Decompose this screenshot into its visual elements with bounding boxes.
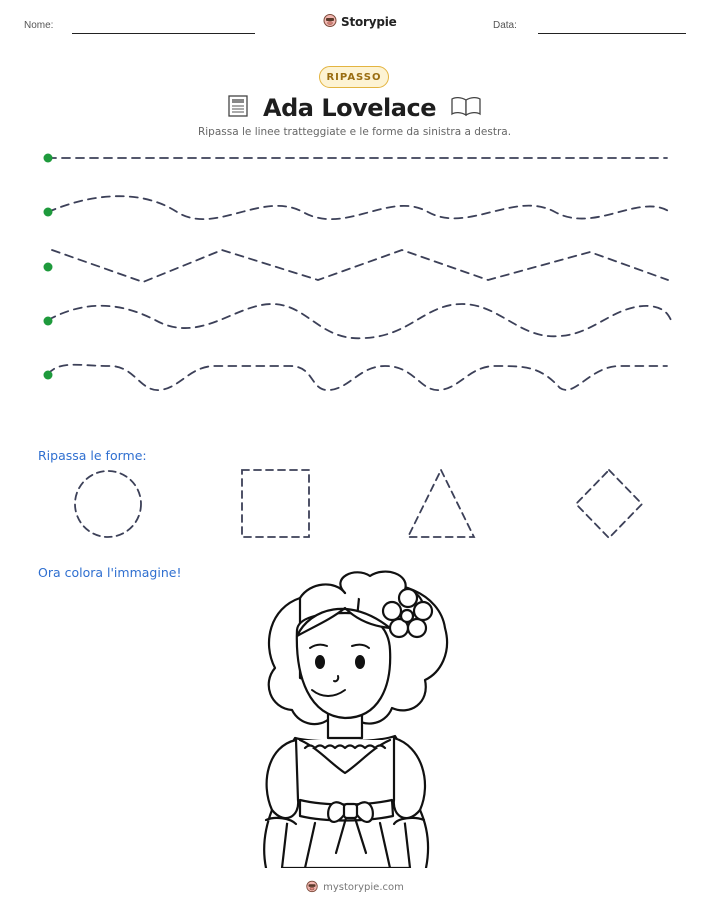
page-title: Ada Lovelace (263, 94, 436, 122)
tracing-line-wave (48, 196, 670, 219)
open-book-icon (450, 95, 482, 121)
pig-mascot-icon (305, 879, 319, 896)
review-badge: RIPASSO (319, 66, 389, 88)
coloring-label: Ora colora l'immagine! (38, 565, 182, 580)
start-dot (44, 371, 53, 380)
footer-url[interactable]: mystorypie.com (323, 882, 404, 893)
tracing-shape-square (242, 470, 309, 537)
brand-name: Storypie (341, 15, 397, 29)
instructions: Ripassa le linee tratteggiate e le forme da sinistra a destra. (197, 126, 512, 138)
name-field[interactable] (72, 33, 255, 34)
newspaper-icon (227, 94, 249, 122)
pig-mascot-icon (322, 12, 338, 32)
tracing-shapes (0, 464, 709, 544)
name-label: Nome: (24, 20, 54, 31)
tracing-shape-triangle (408, 470, 474, 537)
tracing-shape-diamond (576, 470, 642, 538)
brand-logo (322, 12, 397, 32)
ada-lovelace-coloring-illustration (0, 568, 709, 868)
tracing-shape-circle (75, 471, 141, 537)
start-dot (44, 208, 53, 217)
tracing-lines (0, 140, 709, 400)
footer (0, 879, 709, 896)
start-dot (44, 317, 53, 326)
shapes-label: Ripassa le forme: (38, 448, 147, 463)
date-field[interactable] (538, 33, 686, 34)
date-label: Data: (493, 20, 517, 31)
start-dot (44, 263, 53, 272)
tracing-line-wave-2 (48, 304, 672, 338)
tracing-line-zigzag (52, 250, 668, 282)
start-dot (44, 154, 53, 163)
title-row (0, 90, 709, 126)
tracing-line-bumps (48, 365, 667, 390)
